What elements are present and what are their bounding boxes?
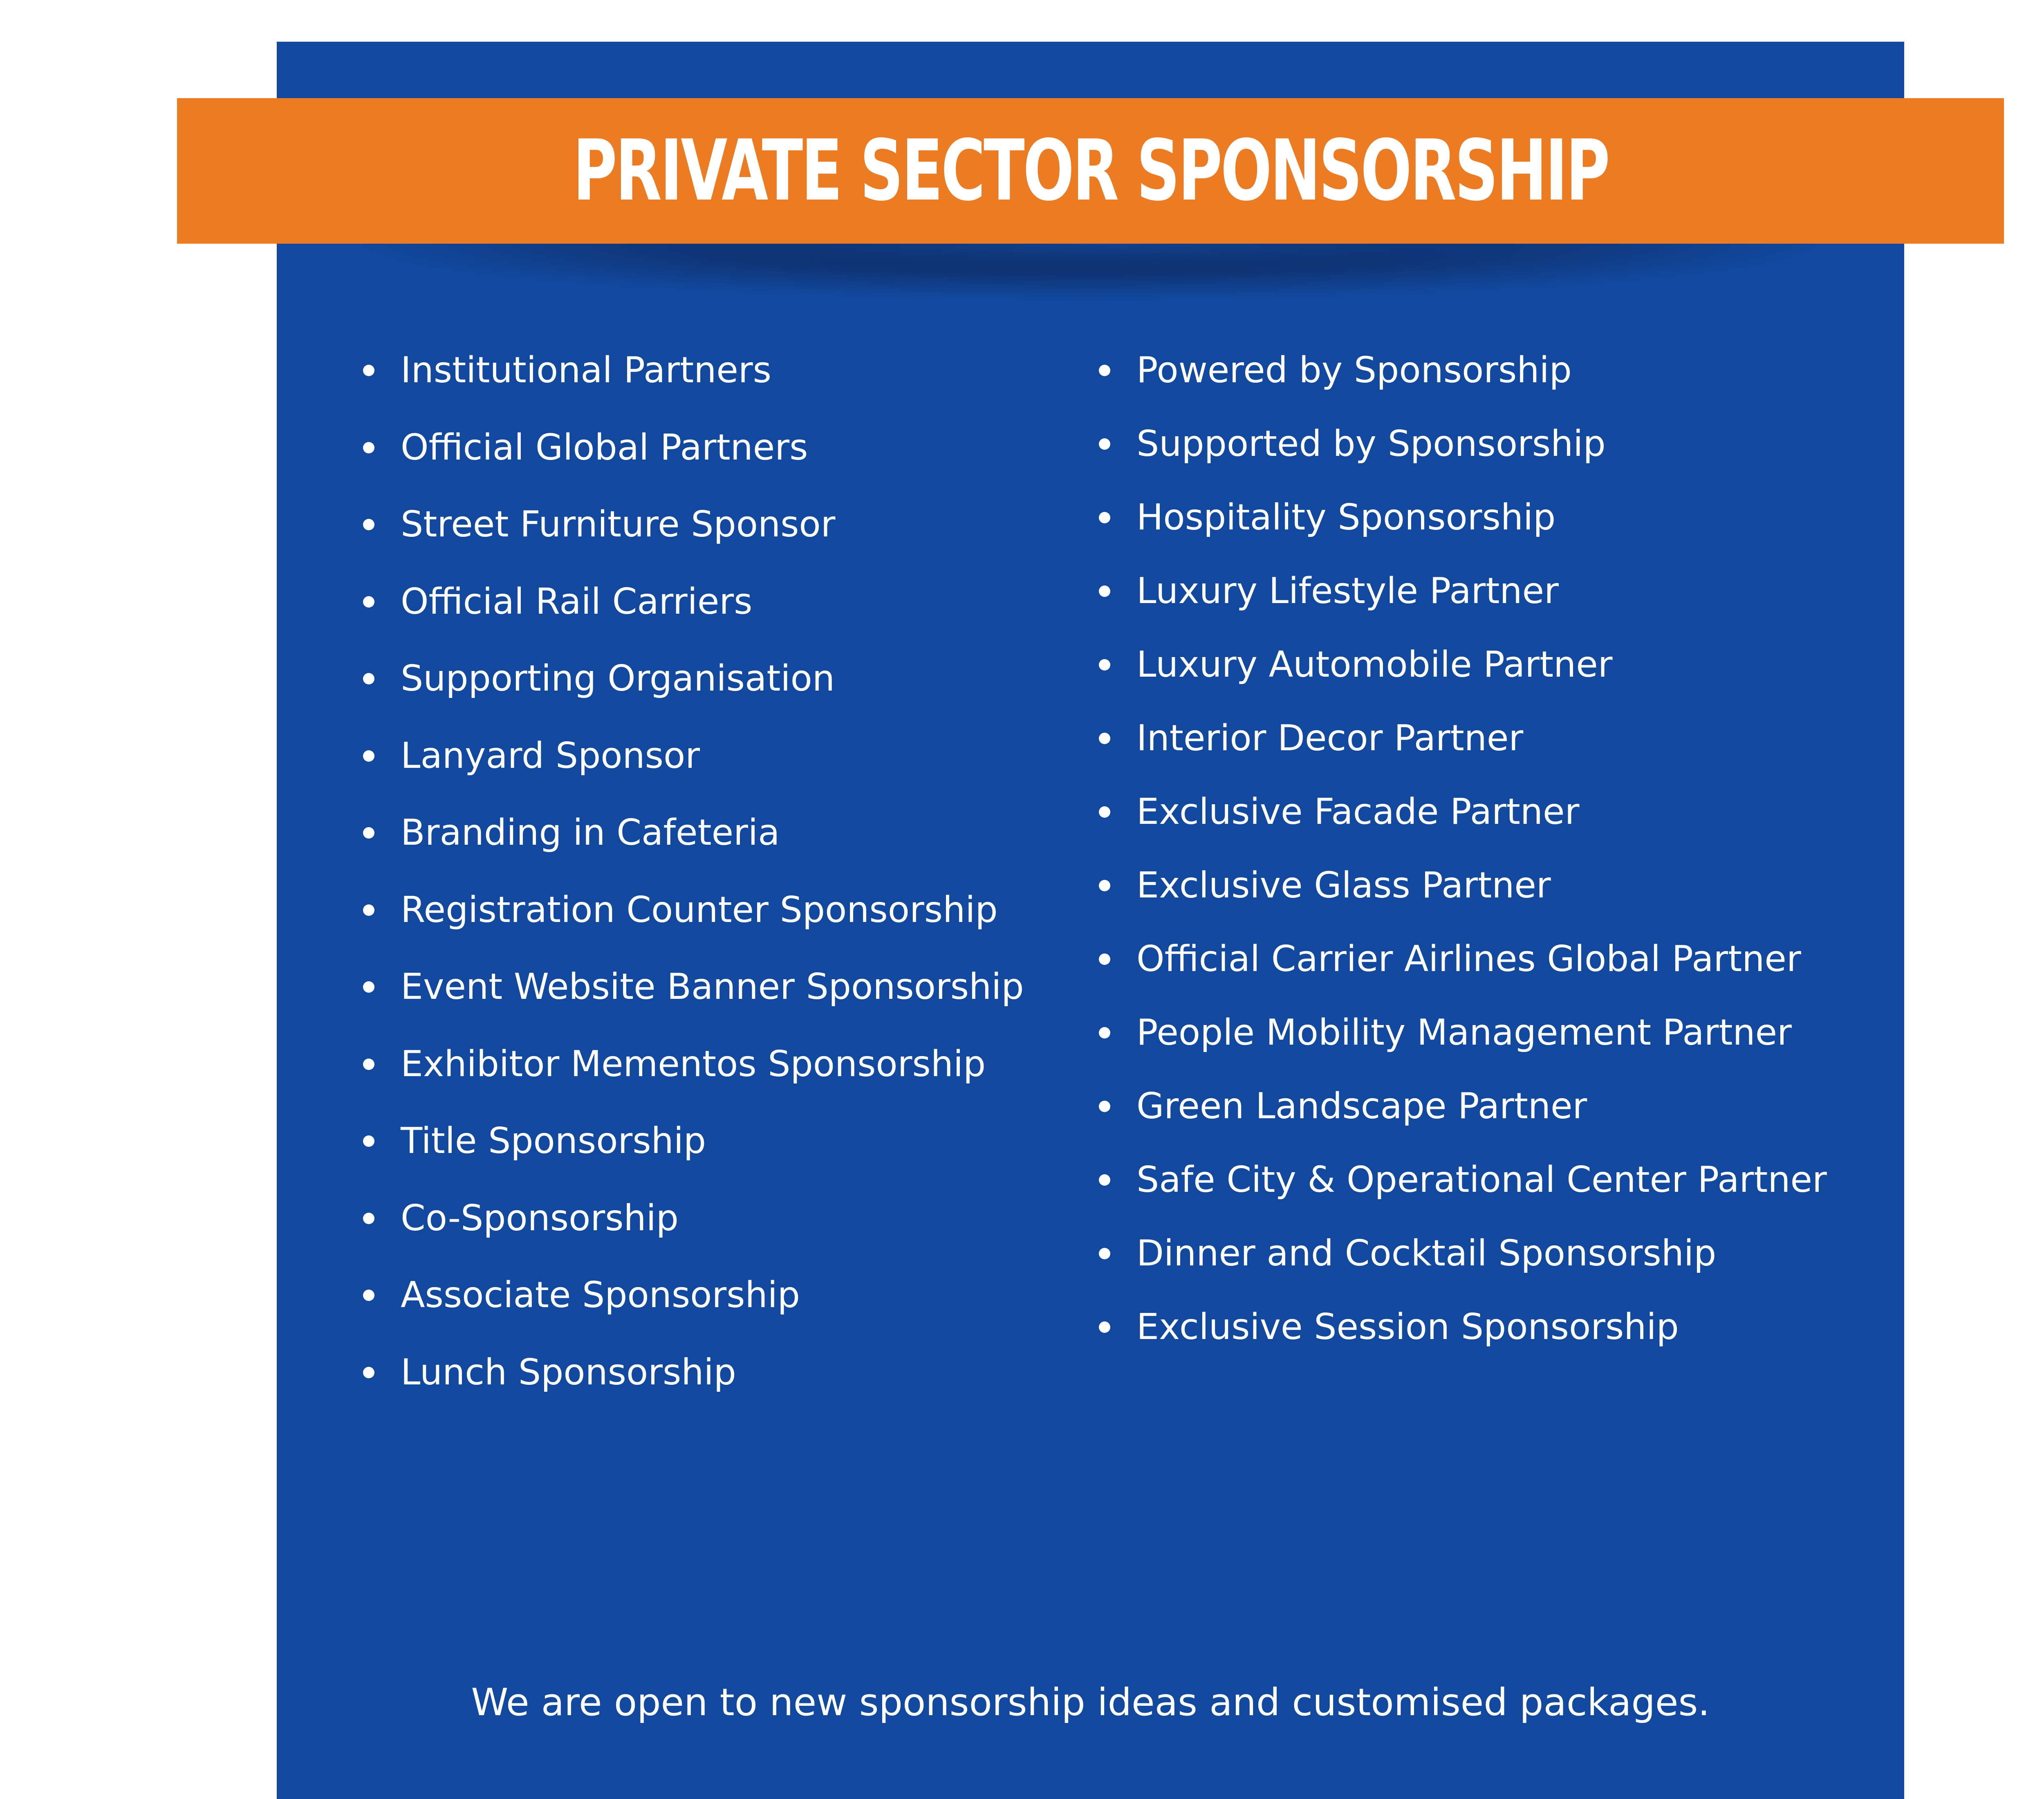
- bullet-icon: [363, 750, 374, 762]
- list-item: [360, 1116, 1024, 1165]
- banner-shadow-highlight: [613, 241, 1594, 274]
- list-item: [360, 808, 1024, 857]
- list-item-label: Safe City & Operational Center Partner: [1136, 1159, 1827, 1200]
- list-item: [360, 577, 1024, 626]
- page-title: PRIVATE SECTOR SPONSORSHIP: [573, 122, 1608, 220]
- list-item-label: Event Website Banner Sponsorship: [401, 966, 1024, 1007]
- list-item: [1096, 1008, 1827, 1057]
- list-item: [1096, 1155, 1827, 1204]
- list-item-label: Lanyard Sponsor: [401, 734, 700, 776]
- bullet-icon: [1099, 1321, 1110, 1333]
- list-item: [360, 962, 1024, 1011]
- bullet-icon: [363, 1135, 374, 1147]
- bullet-icon: [1099, 1027, 1110, 1039]
- list-item-label: Dinner and Cocktail Sponsorship: [1136, 1232, 1717, 1274]
- list-item-label: Supporting Organisation: [401, 657, 835, 699]
- list-item-label: Exclusive Facade Partner: [1136, 791, 1580, 832]
- list-item: [360, 885, 1024, 934]
- list-item-label: Powered by Sponsorship: [1136, 349, 1572, 391]
- bullet-icon: [1099, 880, 1110, 891]
- list-item-label: Branding in Cafeteria: [401, 812, 780, 853]
- bullet-icon: [1099, 512, 1110, 523]
- list-item: [360, 1348, 1024, 1397]
- bullet-icon: [363, 1290, 374, 1301]
- list-item-label: Official Carrier Airlines Global Partner: [1136, 938, 1801, 980]
- list-item-label: Luxury Automobile Partner: [1136, 644, 1613, 685]
- sponsorship-list-left: [360, 345, 1024, 1424]
- bullet-icon: [1099, 1174, 1110, 1186]
- list-item-label: Exhibitor Mementos Sponsorship: [401, 1043, 986, 1085]
- list-item: [1096, 861, 1827, 910]
- list-item: [1096, 1081, 1827, 1131]
- list-item-label: Title Sponsorship: [401, 1120, 706, 1162]
- list-item: [1096, 566, 1827, 615]
- bullet-icon: [363, 904, 374, 916]
- list-item: [360, 1193, 1024, 1243]
- list-item-label: Luxury Lifestyle Partner: [1136, 570, 1559, 612]
- list-item: [1096, 345, 1827, 395]
- bullet-icon: [363, 1213, 374, 1224]
- bullet-icon: [1099, 659, 1110, 671]
- list-item: [360, 345, 1024, 395]
- bullet-icon: [363, 1367, 374, 1378]
- bullet-icon: [1099, 1101, 1110, 1112]
- list-item: [1096, 640, 1827, 689]
- list-item-label: Exclusive Session Sponsorship: [1136, 1306, 1679, 1348]
- bullet-icon: [363, 1059, 374, 1070]
- list-item: [360, 1270, 1024, 1319]
- list-item-label: Hospitality Sponsorship: [1136, 496, 1556, 538]
- list-item: [1096, 493, 1827, 542]
- list-item-label: Associate Sponsorship: [401, 1274, 800, 1316]
- bullet-icon: [1099, 438, 1110, 450]
- list-item-label: Interior Decor Partner: [1136, 717, 1524, 759]
- bullet-icon: [1099, 806, 1110, 818]
- list-item: [360, 423, 1024, 472]
- list-item: [1096, 713, 1827, 763]
- list-item: [1096, 934, 1827, 983]
- list-item-label: Official Rail Carriers: [401, 580, 753, 622]
- bullet-icon: [363, 519, 374, 530]
- list-item-label: Official Global Partners: [401, 426, 808, 468]
- list-item-label: Street Furniture Sponsor: [401, 503, 836, 545]
- list-item-label: Institutional Partners: [401, 349, 771, 391]
- list-item: [1096, 1229, 1827, 1278]
- bullet-icon: [1099, 1248, 1110, 1259]
- bullet-icon: [363, 981, 374, 993]
- bullet-icon: [363, 365, 374, 376]
- bullet-icon: [363, 442, 374, 453]
- list-item-label: Lunch Sponsorship: [401, 1351, 736, 1393]
- list-item-label: People Mobility Management Partner: [1136, 1012, 1792, 1053]
- list-item: [360, 731, 1024, 780]
- title-banner: [177, 98, 2004, 244]
- bullet-icon: [363, 596, 374, 608]
- sponsorship-list-right: [1096, 345, 1827, 1376]
- list-item-label: Co-Sponsorship: [401, 1197, 679, 1239]
- list-item: [1096, 1302, 1827, 1351]
- list-item: [1096, 787, 1827, 836]
- bullet-icon: [1099, 733, 1110, 744]
- footer-note: We are open to new sponsorship ideas and customised packages.: [471, 1680, 1710, 1724]
- bullet-icon: [363, 673, 374, 684]
- bullet-icon: [1099, 365, 1110, 376]
- list-item-label: Registration Counter Sponsorship: [401, 888, 998, 931]
- list-item-label: Exclusive Glass Partner: [1136, 864, 1551, 906]
- list-item: [360, 500, 1024, 549]
- list-item: [360, 1039, 1024, 1088]
- list-item-label: Green Landscape Partner: [1136, 1085, 1587, 1127]
- list-item: [1096, 419, 1827, 468]
- bullet-icon: [1099, 953, 1110, 965]
- list-item-label: Supported by Sponsorship: [1136, 423, 1606, 464]
- list-item: [360, 654, 1024, 703]
- bullet-icon: [363, 827, 374, 839]
- bullet-icon: [1099, 585, 1110, 597]
